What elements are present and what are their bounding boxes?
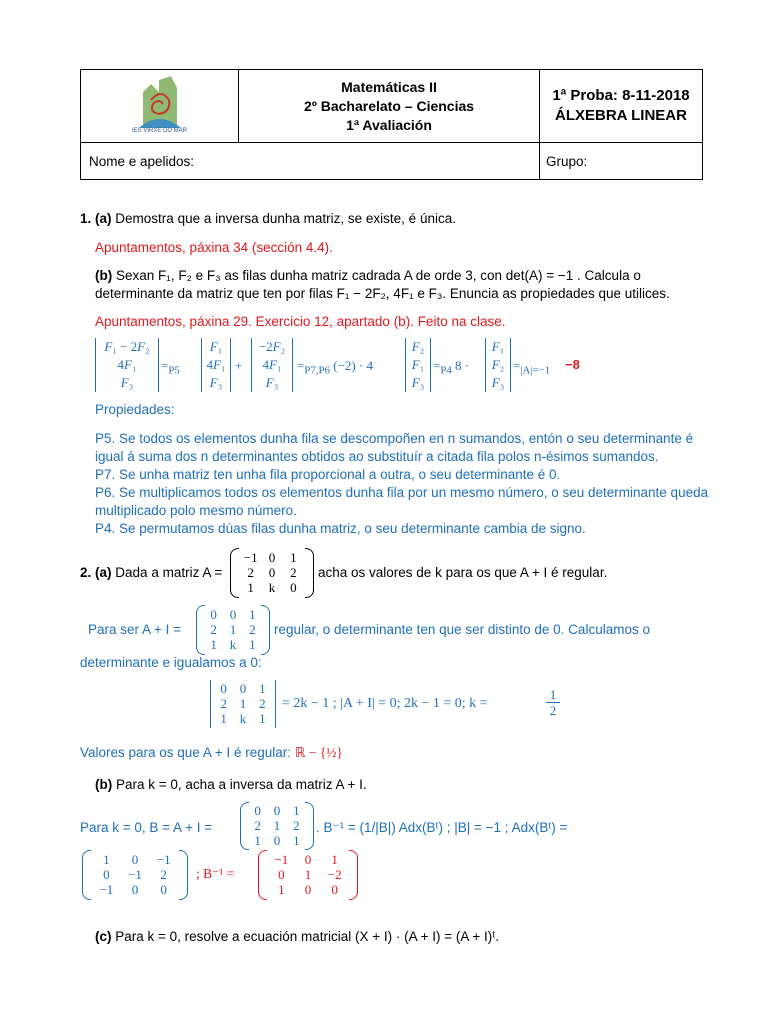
detAI-cell: 1: [259, 711, 266, 726]
matrix-B: [240, 802, 314, 850]
detAI-cell: 0: [220, 681, 227, 696]
det-A-plus-I: [210, 680, 276, 728]
binv-cell: −2: [327, 867, 342, 882]
q2-number: 2.: [80, 565, 92, 580]
binv-cell: 0: [304, 882, 312, 897]
adj-cell: 2: [160, 867, 167, 882]
q2a-post: acha os valores de k para os que A + I é regular.: [318, 565, 608, 580]
prop-p4: P4. Se permutamos dúas filas dunha matriz, o seu determinante cambia de signo.: [95, 521, 586, 536]
binv-cell: 0: [331, 882, 338, 897]
adj-cell: 0: [103, 867, 110, 882]
q2c-text: Para k = 0, resolve a ecuación matricial (X + I) · (A + I) = (A + I)ᵗ.: [115, 929, 500, 944]
exam-topic: ÁLXEBRA LINEAR: [555, 107, 687, 124]
matAI-cell: 1: [249, 607, 256, 622]
detAI-cell: 1: [259, 681, 266, 696]
matAI-cell: 1: [229, 622, 237, 637]
q2b-ans-pre: Para k = 0, B = A + I =: [80, 820, 213, 835]
matB-cell: 2: [293, 818, 300, 833]
prop-p6-line2: multiplicado polo mesmo número.: [95, 503, 297, 518]
logo-text: IES VIRXE DO MAR: [131, 128, 187, 134]
values-set: ℝ − {½}: [294, 745, 343, 760]
det-equation: = 2k − 1 ; |A + I| = 0; 2k − 1 = 0; k =: [282, 696, 488, 711]
q1a-statement: [80, 211, 456, 226]
detAI-cell: k: [239, 711, 247, 726]
matrix-B-inverse: [258, 850, 358, 900]
matAI-cell: 2: [210, 622, 217, 637]
matA-cell: 0: [268, 565, 276, 580]
name-label: Nome e apelidos:: [89, 153, 195, 169]
q2b-statement: [95, 777, 367, 792]
q2b-text: Para k = 0, acha a inversa da matriz A + I.: [116, 777, 367, 792]
prop-p6-line1: P6. Se multiplicamos todos os elementos dunha fila por un mesmo número, o seu determinante queda: [95, 485, 709, 500]
matrix-A-plus-I: [196, 605, 270, 655]
det-chain: F₁ − 2F₂ 4F₁ F₃ $=_{P5}$ F₁ 4F₁ F₃ + −2F₂ 4F₁ F₃ $=_{P7,P6}$ (−2) · 4 F₂ F₁ F₃ $=_{P4}$ 8 · F₁ F₂ F₃ $=_{|A|=-1}$ −8: [95, 338, 615, 394]
matB-cell: 1: [293, 803, 300, 818]
q2a-ans-line2: determinante e igualamos a 0:: [80, 655, 262, 670]
q2a-statement: [80, 565, 222, 580]
q2a-ans-pre: Para ser A + I =: [88, 622, 182, 637]
course-line-3: 1ª Avaliación: [346, 116, 432, 133]
exam-date: 1ª Proba: 8-11-2018: [552, 87, 690, 104]
course-cell: [239, 70, 540, 143]
course-line-2: 2º Bacharelato – Ciencias: [303, 97, 475, 114]
q1-number: 1.: [80, 211, 92, 226]
binv-cell: 1: [331, 852, 338, 867]
name-field[interactable]: [81, 143, 540, 180]
matA-cell: 1: [247, 580, 254, 595]
matB-cell: 1: [273, 818, 281, 833]
binv-cell: 0: [278, 867, 285, 882]
matAI-cell: 1: [249, 637, 256, 652]
binv-cell: 0: [304, 852, 312, 867]
detAI-cell: 2: [220, 696, 227, 711]
det-3: −2F₂ 4F₁ F₃: [251, 338, 293, 392]
matAI-cell: k: [229, 637, 237, 652]
header-table: [80, 69, 703, 180]
q2b-tag: (b): [95, 777, 113, 792]
course-line-1: Matemáticas II: [341, 78, 437, 95]
q1b-text-1: Sexan F₁, F₂ e F₃ as filas dunha matriz cadrada A de orde 3, con det(A) = −1 . Calcula o: [116, 268, 641, 283]
matAI-cell: 0: [210, 607, 217, 622]
det-1: F₁ − 2F₂ 4F₁ F₃: [95, 338, 159, 392]
detAI-cell: 1: [220, 711, 227, 726]
matB-cell: 0: [254, 803, 261, 818]
q1b-tag: (b): [95, 268, 113, 283]
matB-cell: 0: [273, 833, 281, 848]
q2b-ans-post: . B⁻¹ = (1/|B|) Adx(Bᵗ) ; |B| = −1 ; Adx(Bᵗ) =: [316, 820, 568, 835]
det-2: F₁ 4F₁ F₃: [201, 338, 231, 392]
q2a-tag: (a): [95, 565, 112, 580]
adj-cell: 0: [131, 882, 139, 897]
q1b-answer: Apuntamentos, páxina 29. Exercicio 12, apartado (b). Feito na clase.: [95, 314, 506, 329]
logo-cell: [81, 70, 239, 143]
q1b-result: −8: [565, 357, 580, 372]
matA-cell: 0: [290, 580, 297, 595]
q1b-statement-1: [95, 268, 641, 283]
matAI-cell: 0: [229, 607, 237, 622]
school-logo: [81, 70, 238, 142]
detAI-cell: 2: [259, 696, 266, 711]
adj-cell: 1: [103, 852, 110, 867]
binv-cell: 1: [304, 867, 312, 882]
matA-cell: 1: [290, 550, 297, 565]
matB-cell: 1: [254, 833, 261, 848]
q1b-statement-2: determinante da matriz que ten por filas F₁ − 2F₂, 4F₁ e F₃. Enuncia as propiedades que utilices.: [95, 286, 670, 301]
values-regular: [80, 745, 343, 761]
group-label: Grupo:: [546, 153, 588, 169]
matA-cell: 2: [290, 565, 297, 580]
binv-cell: 1: [278, 882, 285, 897]
detAI-cell: 0: [239, 681, 247, 696]
adj-cell: −1: [128, 867, 142, 882]
props-title: Propiedades:: [95, 402, 175, 417]
matA-cell: k: [268, 580, 276, 595]
prop-p5-line2: igual á suma dos n determinantes obtidos ao substituír a citada fila polos n-ésimos sumandos.: [95, 449, 659, 464]
q2c-tag: (c): [95, 929, 112, 944]
matrix-A: [230, 548, 314, 598]
adj-cell: −1: [156, 852, 171, 867]
q2a-ans-post: regular, o determinante ten que ser distinto de 0. Calculamos o: [274, 622, 650, 637]
det-4: F₂ F₁ F₃: [405, 338, 431, 392]
adj-cell: 0: [160, 882, 167, 897]
matB-cell: 2: [254, 818, 261, 833]
matB-cell: 0: [273, 803, 281, 818]
q2c-statement: [95, 929, 499, 944]
binv-cell: −1: [274, 852, 289, 867]
q2a-pre: Dada a matriz A =: [115, 565, 223, 580]
adj-cell: 0: [131, 852, 139, 867]
det-5: F₁ F₂ F₃: [485, 338, 511, 392]
fraction-half: [546, 687, 560, 718]
half-denominator: 2: [546, 702, 560, 718]
prop-p7: P7. Se unha matriz ten unha fila proporcional a outra, o seu determinante é 0.: [95, 467, 561, 482]
matA-cell: 0: [268, 550, 276, 565]
exam-cell: [540, 70, 703, 143]
matrix-adjugate: [82, 850, 188, 900]
group-field[interactable]: [540, 143, 703, 180]
prop-p5-line1: P5. Se todos os elementos dunha fila se descompoñen en n sumandos, entón o seu determinante é: [95, 431, 694, 446]
matAI-cell: 2: [249, 622, 256, 637]
q1a-text: Demostra que a inversa dunha matriz, se existe, é única.: [115, 211, 456, 226]
values-text: Valores para os que A + I é regular:: [80, 745, 295, 760]
matA-cell: −1: [243, 550, 258, 565]
detAI-cell: 1: [239, 696, 247, 711]
matB-cell: 1: [293, 833, 300, 848]
q1a-tag: (a): [95, 211, 112, 226]
half-numerator: 1: [549, 687, 557, 702]
adj-cell: −1: [99, 882, 114, 897]
matAI-cell: 1: [210, 637, 217, 652]
matA-cell: 2: [247, 565, 254, 580]
binv-label: ; B⁻¹ =: [196, 866, 235, 881]
q1a-answer: Apuntamentos, páxina 34 (sección 4.4).: [95, 240, 333, 255]
